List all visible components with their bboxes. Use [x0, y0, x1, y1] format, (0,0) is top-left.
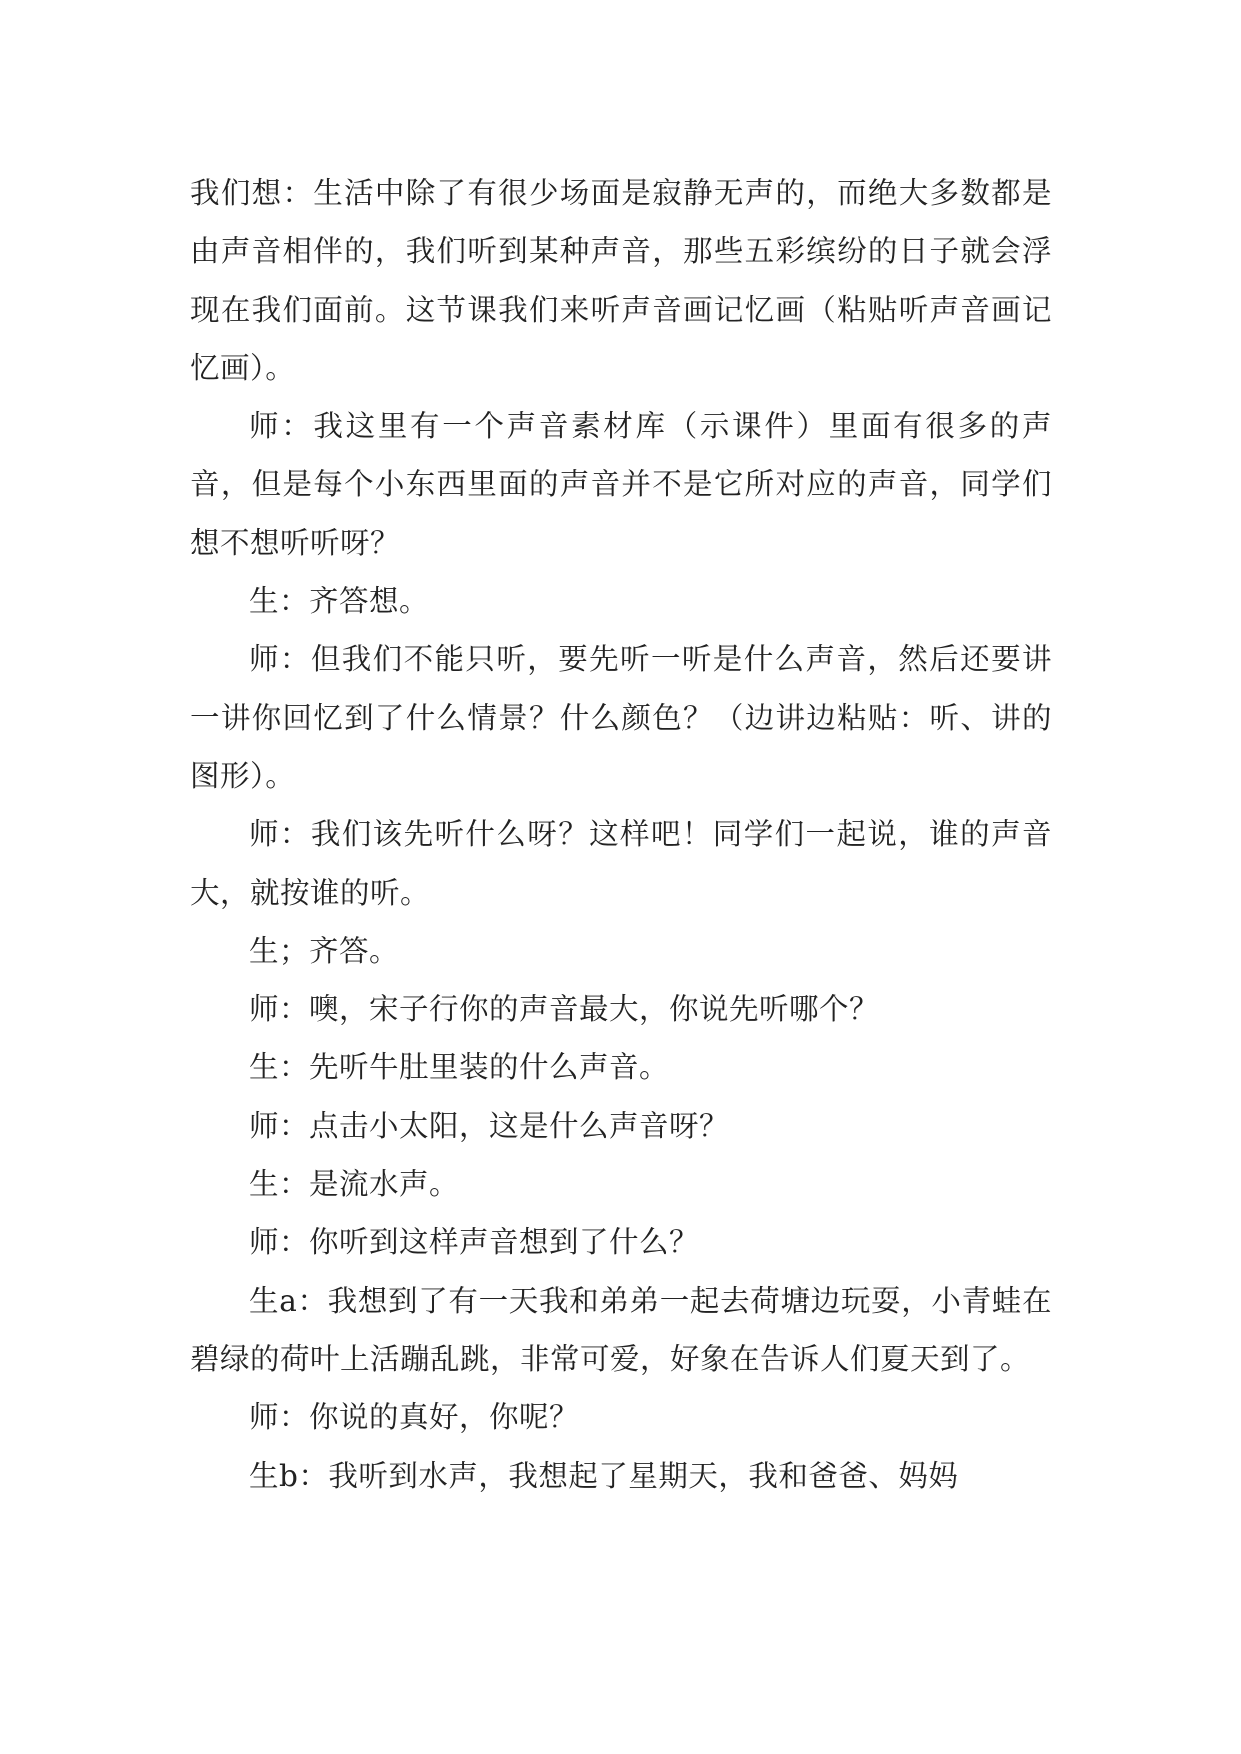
- paragraph-teacher-which-first: 师：噢，宋子行你的声音最大，你说先听哪个？: [249, 992, 880, 1027]
- paragraph-teacher-sound-library: 师：我这里有一个声音素材库（示课件）里面有很多的声音，但是每个小东西里面的声音并不是它所对应的声音，同学们想不想听听呀？: [190, 409, 1052, 560]
- paragraph-teacher-click-sun: 师：点击小太阳，这是什么声音呀？: [249, 1108, 730, 1143]
- paragraph-student-chorus: 生；齐答。: [249, 933, 400, 968]
- paragraph-student-water-sound: 生：是流水声。: [249, 1167, 460, 1202]
- paragraph-teacher-loudest: 师：我们该先听什么呀？这样吧！同学们一起说，谁的声音大，就按谁的听。: [190, 817, 1052, 910]
- paragraph-student-answer: 生：齐答想。: [249, 584, 430, 619]
- paragraph-student-cow-belly: 生：先听牛肚里装的什么声音。: [249, 1050, 670, 1085]
- paragraph-teacher-what-thought: 师：你听到这样声音想到了什么？: [249, 1225, 700, 1260]
- paragraph-student-b-sunday: 生b：我听到水声，我想起了星期天，我和爸爸、妈妈: [249, 1458, 959, 1493]
- paragraph-intro: 我们想：生活中除了有很少场面是寂静无声的，而绝大多数都是由声音相伴的，我们听到某种声音，那些五彩缤纷的日子就会浮现在我们面前。这节课我们来听声音画记忆画（粘贴听声音画记忆画）。: [190, 176, 1052, 385]
- paragraph-teacher-listen-speak: 师：但我们不能只听，要先听一听是什么声音，然后还要讲一讲你回忆到了什么情景？什么颜色？（边讲边粘贴：听、讲的图形）。: [190, 642, 1052, 793]
- paragraph-student-a-pond: 生a：我想到了有一天我和弟弟一起去荷塘边玩耍，小青蛙在碧绿的荷叶上活蹦乱跳，非常可爱，好象在告诉人们夏天到了。: [190, 1283, 1052, 1376]
- document-body: [190, 164, 1052, 1505]
- paragraph-teacher-praise: 师：你说的真好，你呢？: [249, 1400, 580, 1435]
